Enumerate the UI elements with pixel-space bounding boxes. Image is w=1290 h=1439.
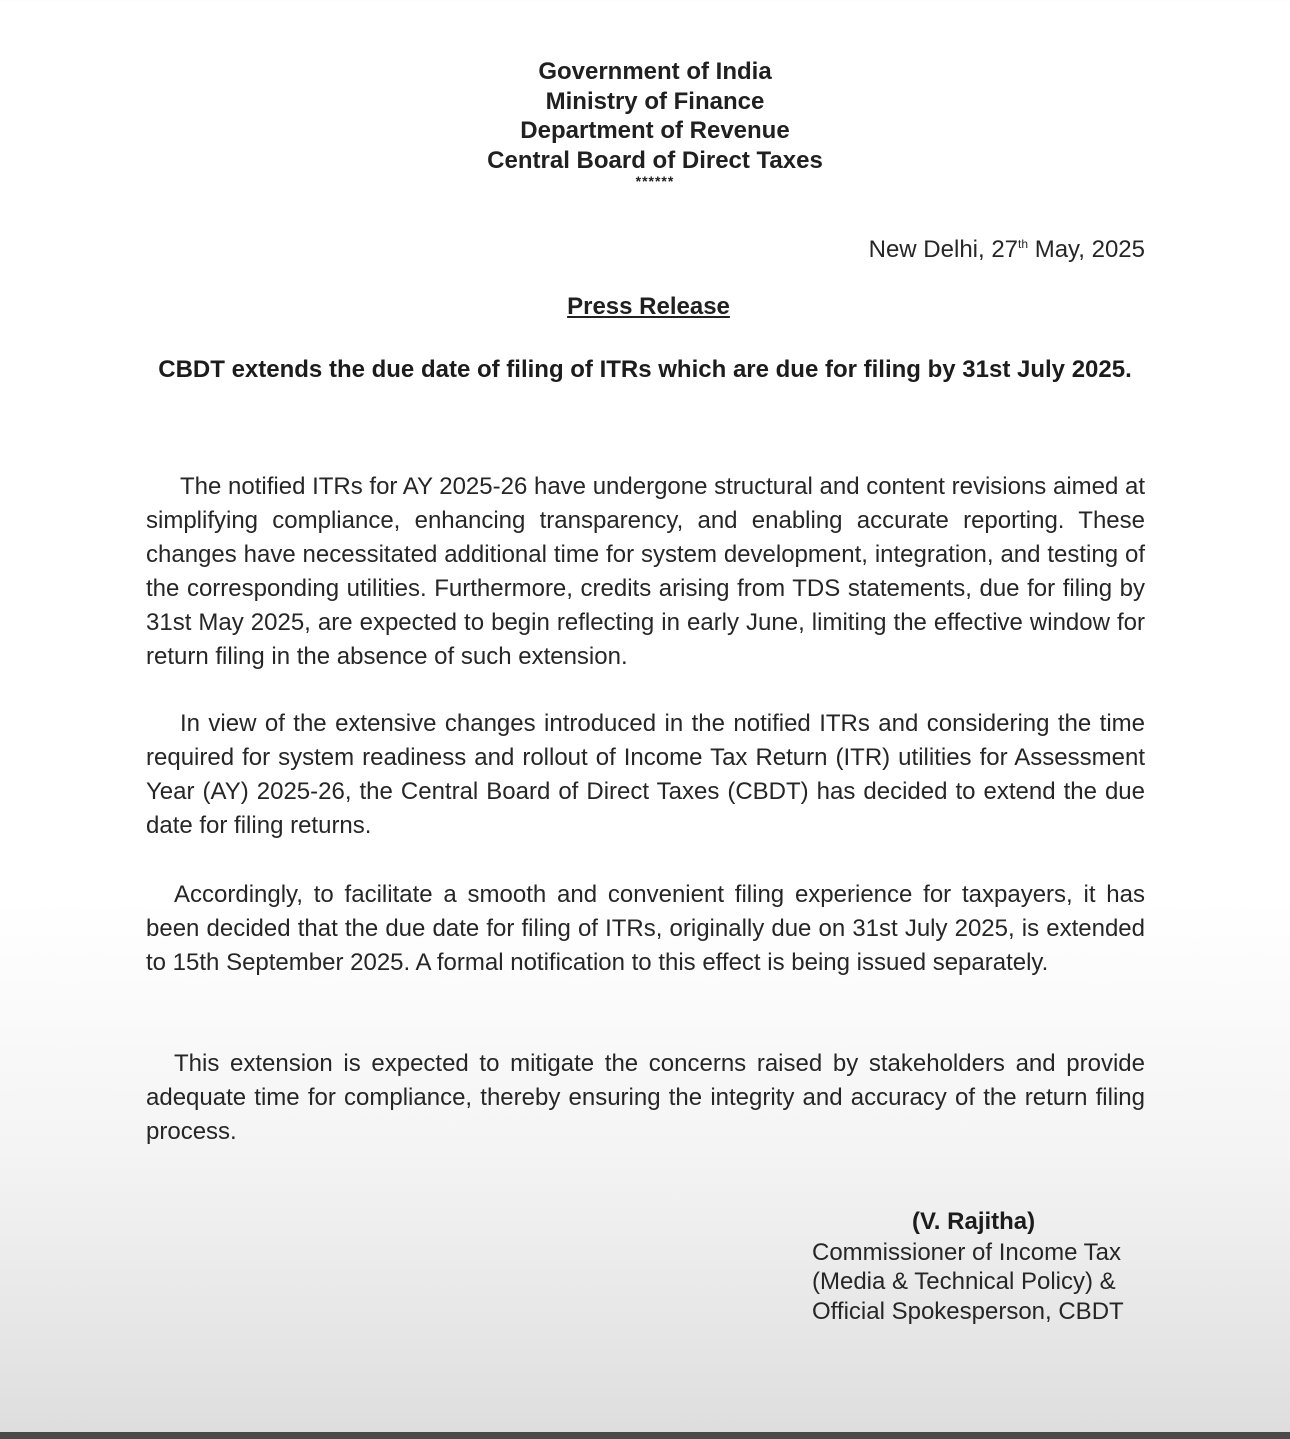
dateline (869, 236, 1145, 264)
signatory-designation-1: Commissioner of Income Tax (812, 1238, 1121, 1266)
header-ministry: Ministry of Finance (545, 87, 765, 115)
header-separator: ****** (635, 173, 675, 189)
dateline-month-year: May, 2025 (1028, 236, 1145, 263)
dateline-ordinal: th (1018, 237, 1029, 251)
header-government: Government of India (538, 58, 772, 85)
header-department: Department of Revenue (520, 117, 790, 144)
header-board: Central Board of Direct Taxes (487, 146, 823, 174)
issuing-authority-header (0, 57, 1290, 188)
body-paragraph-2: In view of the extensive changes introduced in the notified ITRs and considering the time required for system readiness and rollout of Income Tax Return (ITR) utilities for Assessment Year (AY) 2025-26, the Central Board of Direct Taxes (CBDT) has decided to extend the due date for filing returns. (146, 710, 1145, 839)
signatory-name: (V. Rajitha) (912, 1208, 1036, 1235)
signatory-designation-3: Official Spokesperson, CBDT (812, 1297, 1124, 1325)
body-paragraph-3: Accordingly, to facilitate a smooth and convenient filing experience for taxpayers, it has been decided that the due date for filing of ITRs, originally due on 31st July 2025, is extended to 15th September 2025. A formal notification to this effect is being issued separately. (146, 881, 1145, 976)
signatory-designation-2: (Media & Technical Policy) & (812, 1268, 1116, 1295)
body-paragraph-1: The notified ITRs for AY 2025-26 have undergone structural and content revisions aimed at simplifying compliance, enhancing transparency, and enabling accurate reporting. These changes have necessitated additional time for system development, integration, and testing of the corresponding utilities. Furthermore, credits arising from TDS statements, due for filing by 31st May 2025, are expected to begin reflecting in early June, limiting the effective window for return filing in the absence of such extension. (146, 473, 1146, 670)
body-paragraph-4: This extension is expected to mitigate the concerns raised by stakeholders and provide adequate time for compliance, thereby ensuring the integrity and accuracy of the return filing process. (146, 1050, 1145, 1145)
press-release-title: Press Release (567, 293, 730, 320)
bottom-edge-bar (0, 1432, 1290, 1439)
headline: CBDT extends the due date of filing of ITRs which are due for filing by 31st July 2025. (158, 356, 1132, 383)
signature-block (812, 1207, 1124, 1326)
dateline-place-day: New Delhi, 27 (868, 236, 1019, 263)
